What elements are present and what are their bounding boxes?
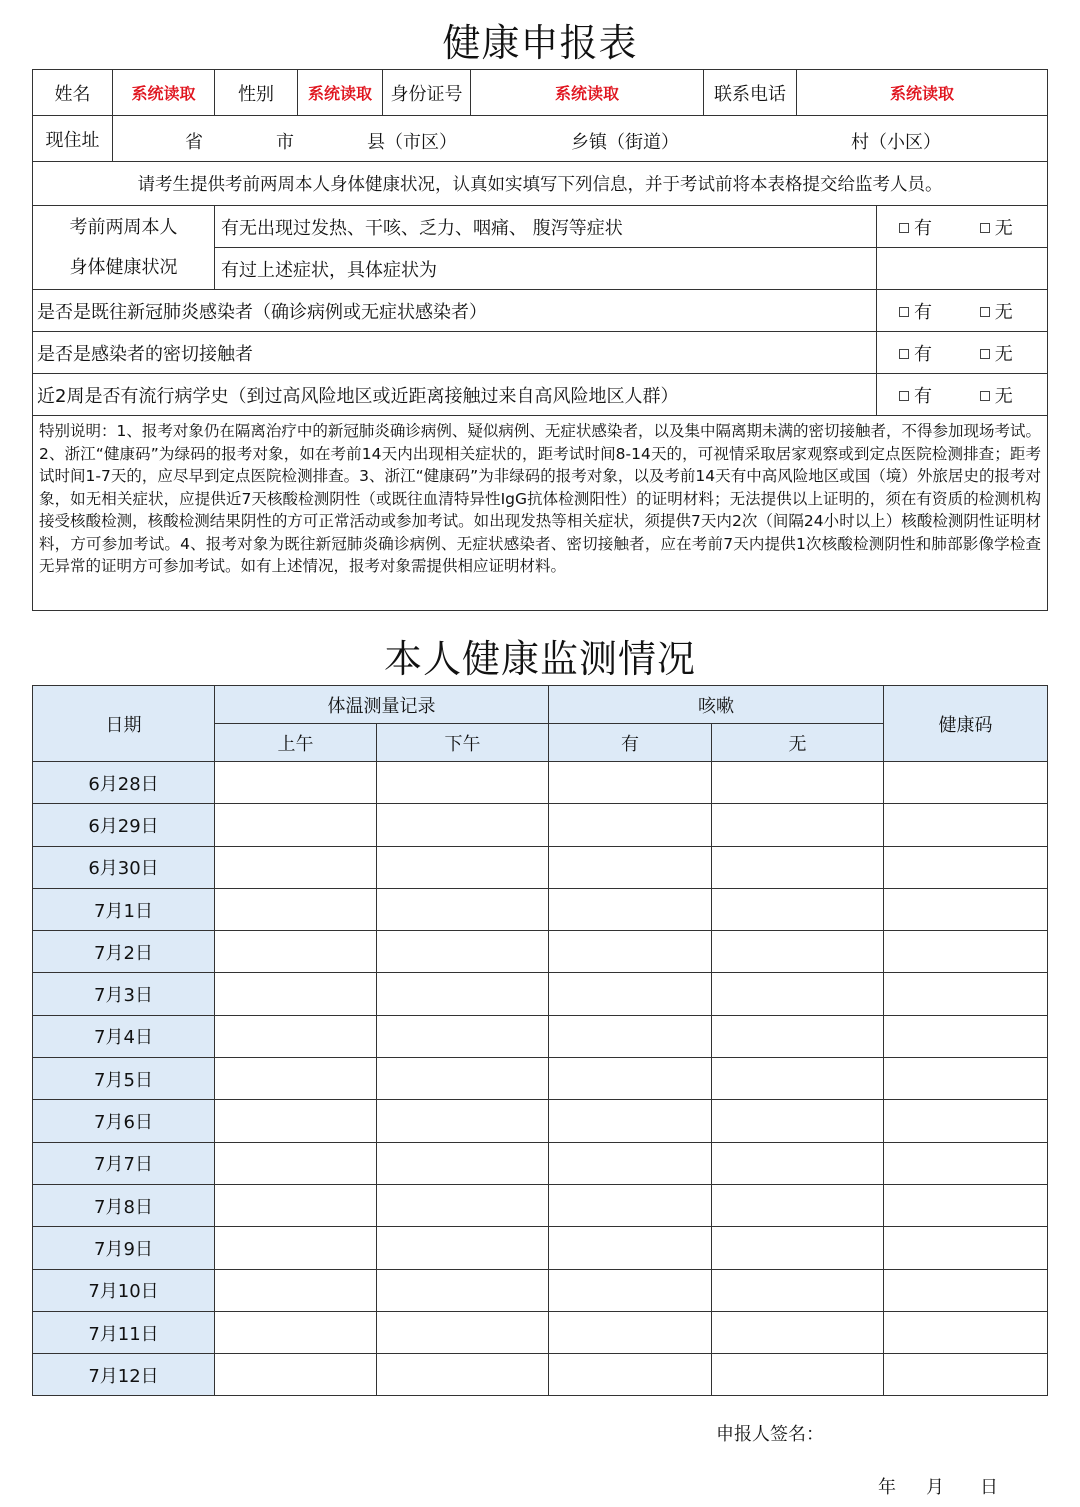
cough-yes-cell[interactable]	[549, 931, 712, 973]
declaration-form	[32, 69, 1048, 611]
temperature-header: 体温测量记录	[215, 686, 549, 724]
sign-day: 日	[980, 1477, 998, 1498]
cough-no-cell[interactable]	[712, 1269, 884, 1311]
cough-no-cell[interactable]	[712, 973, 884, 1015]
health-code-cell[interactable]	[884, 888, 1048, 930]
date-cell: 7月9日	[33, 1227, 215, 1269]
pm-temp-cell[interactable]	[377, 1100, 549, 1142]
pm-temp-cell[interactable]	[377, 804, 549, 846]
address-city: 市	[276, 131, 294, 153]
health-code-cell[interactable]	[884, 762, 1048, 804]
checkbox-icon[interactable]	[899, 307, 909, 317]
am-temp-cell[interactable]	[215, 1058, 377, 1100]
cough-yes-cell[interactable]	[549, 888, 712, 930]
sign-month: 月	[926, 1477, 944, 1498]
date-cell: 7月10日	[33, 1269, 215, 1311]
am-temp-cell[interactable]	[215, 973, 377, 1015]
health-label-line1: 考前两周本人	[69, 216, 178, 238]
cough-no-cell[interactable]	[712, 1100, 884, 1142]
address-village: 村（小区）	[851, 131, 941, 153]
cough-yes-header: 有	[549, 724, 712, 762]
address-province: 省	[185, 131, 203, 153]
pm-temp-cell[interactable]	[377, 1142, 549, 1184]
pm-temp-cell[interactable]	[377, 1354, 549, 1396]
pm-header: 下午	[377, 724, 549, 762]
address-town: 乡镇（街道）	[571, 131, 679, 153]
cough-no-cell[interactable]	[712, 1184, 884, 1226]
date-header: 日期	[33, 686, 215, 762]
monitor-title: 本人健康监测情况	[383, 637, 696, 681]
question-epi-history: 近2周是否有流行病学史（到过高风险地区或近距离接触过来自高风险地区人群）	[33, 374, 877, 416]
option-no: 无	[994, 343, 1013, 365]
option-yes: 有	[914, 385, 932, 407]
table-row	[33, 1184, 1048, 1226]
table-row	[33, 1227, 1048, 1269]
pm-temp-cell[interactable]	[377, 846, 549, 888]
health-code-cell[interactable]	[884, 1354, 1048, 1396]
checkbox-icon[interactable]	[899, 223, 909, 233]
table-row	[33, 1058, 1048, 1100]
am-temp-cell[interactable]	[215, 1227, 377, 1269]
date-cell: 7月12日	[33, 1354, 215, 1396]
option-yes: 有	[914, 301, 932, 323]
date-cell: 7月3日	[33, 973, 215, 1015]
date-cell: 7月11日	[33, 1311, 215, 1353]
cough-yes-cell[interactable]	[549, 804, 712, 846]
health-code-cell[interactable]	[884, 1227, 1048, 1269]
health-code-cell[interactable]	[884, 1015, 1048, 1057]
health-label-line2: 身体健康状况	[69, 256, 178, 278]
cough-no-cell[interactable]	[712, 846, 884, 888]
checkbox-icon[interactable]	[899, 391, 909, 401]
cough-no-header: 无	[712, 724, 884, 762]
table-row	[33, 846, 1048, 888]
pm-temp-cell[interactable]	[377, 1058, 549, 1100]
health-code-cell[interactable]	[884, 931, 1048, 973]
name-label: 姓名	[33, 70, 113, 116]
pm-temp-cell[interactable]	[377, 1227, 549, 1269]
cough-yes-cell[interactable]	[549, 846, 712, 888]
question-infected: 是否是既往新冠肺炎感染者（确诊病例或无症状感染者）	[33, 290, 877, 332]
question-close-contact: 是否是感染者的密切接触者	[33, 332, 877, 374]
date-cell: 7月2日	[33, 931, 215, 973]
address-label: 现住址	[33, 116, 113, 162]
cough-no-cell[interactable]	[712, 931, 884, 973]
am-temp-cell[interactable]	[215, 1311, 377, 1353]
cough-no-cell[interactable]	[712, 1015, 884, 1057]
am-temp-cell[interactable]	[215, 1100, 377, 1142]
cough-yes-cell[interactable]	[549, 1100, 712, 1142]
pm-temp-cell[interactable]	[377, 762, 549, 804]
gender-value[interactable]: 系统读取	[298, 70, 383, 116]
health-code-cell[interactable]	[884, 1100, 1048, 1142]
checkbox-icon[interactable]	[980, 349, 990, 359]
table-row	[33, 1311, 1048, 1353]
cough-no-cell[interactable]	[712, 1227, 884, 1269]
symptom-detail-input[interactable]	[877, 248, 1048, 290]
table-row	[33, 1269, 1048, 1311]
cough-yes-cell[interactable]	[549, 1015, 712, 1057]
symptom-detail: 有过上述症状，具体症状为	[215, 248, 877, 290]
pm-temp-cell[interactable]	[377, 1311, 549, 1353]
table-row	[33, 1100, 1048, 1142]
cough-yes-cell[interactable]	[549, 1354, 712, 1396]
health-code-header: 健康码	[884, 686, 1048, 762]
health-code-cell[interactable]	[884, 1142, 1048, 1184]
cough-no-cell[interactable]	[712, 804, 884, 846]
instruction-text: 请考生提供考前两周本人身体健康状况，认真如实填写下列信息，并于考试前将本表格提交给监考人员。	[33, 162, 1048, 206]
table-row	[33, 888, 1048, 930]
cough-yes-cell[interactable]	[549, 1269, 712, 1311]
health-monitor-table	[32, 685, 1048, 1396]
cough-yes-cell[interactable]	[549, 1058, 712, 1100]
am-temp-cell[interactable]	[215, 804, 377, 846]
health-code-cell[interactable]	[884, 1269, 1048, 1311]
option-no: 无	[994, 217, 1013, 239]
monitor-rows	[33, 762, 1048, 1396]
health-code-cell[interactable]	[884, 1311, 1048, 1353]
am-temp-cell[interactable]	[215, 1015, 377, 1057]
checkbox-icon[interactable]	[980, 391, 990, 401]
date-cell: 7月7日	[33, 1142, 215, 1184]
am-temp-cell[interactable]	[215, 1354, 377, 1396]
am-temp-cell[interactable]	[215, 888, 377, 930]
health-code-cell[interactable]	[884, 1184, 1048, 1226]
cough-header: 咳嗽	[549, 686, 884, 724]
option-yes: 有	[914, 343, 932, 365]
am-temp-cell[interactable]	[215, 1184, 377, 1226]
date-cell: 6月29日	[33, 804, 215, 846]
close-contact-options[interactable]	[877, 332, 1048, 374]
phone-value[interactable]: 系统读取	[797, 70, 1048, 116]
cough-yes-cell[interactable]	[549, 1184, 712, 1226]
pm-temp-cell[interactable]	[377, 1269, 549, 1311]
am-temp-cell[interactable]	[215, 762, 377, 804]
table-row	[33, 1354, 1048, 1396]
health-code-cell[interactable]	[884, 973, 1048, 1015]
cough-no-cell[interactable]	[712, 1311, 884, 1353]
address-field[interactable]	[113, 116, 1048, 162]
option-yes: 有	[914, 217, 932, 239]
checkbox-icon[interactable]	[980, 307, 990, 317]
cough-no-cell[interactable]	[712, 1058, 884, 1100]
cough-no-cell[interactable]	[712, 762, 884, 804]
infected-options[interactable]	[877, 290, 1048, 332]
pm-temp-cell[interactable]	[377, 1015, 549, 1057]
form-title: 健康申报表	[442, 21, 638, 65]
gender-label: 性别	[215, 70, 298, 116]
health-code-cell[interactable]	[884, 846, 1048, 888]
table-row	[33, 1142, 1048, 1184]
option-no: 无	[994, 385, 1013, 407]
cough-no-cell[interactable]	[712, 1142, 884, 1184]
health-code-cell[interactable]	[884, 804, 1048, 846]
table-row	[33, 973, 1048, 1015]
table-row	[33, 762, 1048, 804]
phone-label: 联系电话	[704, 70, 797, 116]
date-cell: 7月6日	[33, 1100, 215, 1142]
health-status-label	[33, 206, 215, 290]
signature-label: 申报人签名：	[716, 1424, 824, 1445]
table-row	[33, 1015, 1048, 1057]
date-cell: 6月28日	[33, 762, 215, 804]
am-temp-cell[interactable]	[215, 931, 377, 973]
id-label: 身份证号	[383, 70, 471, 116]
symptom-question: 有无出现过发热、干咳、乏力、咽痛、 腹泻等症状	[215, 206, 877, 248]
pm-temp-cell[interactable]	[377, 931, 549, 973]
table-row	[33, 804, 1048, 846]
health-code-cell[interactable]	[884, 1058, 1048, 1100]
am-temp-cell[interactable]	[215, 1269, 377, 1311]
date-cell: 7月4日	[33, 1015, 215, 1057]
cough-yes-cell[interactable]	[549, 973, 712, 1015]
table-row	[33, 931, 1048, 973]
sign-year: 年	[878, 1477, 896, 1498]
cough-yes-cell[interactable]	[549, 1227, 712, 1269]
cough-yes-cell[interactable]	[549, 1311, 712, 1353]
option-no: 无	[994, 301, 1013, 323]
cough-yes-cell[interactable]	[549, 762, 712, 804]
am-temp-cell[interactable]	[215, 846, 377, 888]
checkbox-icon[interactable]	[899, 349, 909, 359]
date-cell: 6月30日	[33, 846, 215, 888]
date-cell: 7月5日	[33, 1058, 215, 1100]
date-cell: 7月1日	[33, 888, 215, 930]
symptom-options[interactable]	[877, 206, 1048, 248]
date-cell: 7月8日	[33, 1184, 215, 1226]
epi-history-options[interactable]	[877, 374, 1048, 416]
name-value[interactable]: 系统读取	[113, 70, 215, 116]
address-county: 县（市区）	[367, 131, 457, 153]
am-temp-cell[interactable]	[215, 1142, 377, 1184]
pm-temp-cell[interactable]	[377, 1184, 549, 1226]
id-value[interactable]: 系统读取	[471, 70, 704, 116]
cough-yes-cell[interactable]	[549, 1142, 712, 1184]
pm-temp-cell[interactable]	[377, 973, 549, 1015]
cough-no-cell[interactable]	[712, 1354, 884, 1396]
cough-no-cell[interactable]	[712, 888, 884, 930]
special-notes: 特别说明：1、报考对象仍在隔离治疗中的新冠肺炎确诊病例、疑似病例、无症状感染者，以及集中隔离期未满的密切接触者，不得参加现场考试。2、浙江“健康码”为绿码的报考对象，如在考前14天内出现相关症状的，距考试时间8-14天的，可视情采取居家观察或到定点医院检测排查；距考试时间1-7天的，应尽早到定点医院检测排查。3、浙江“健康码”为非绿码的报考对象，以及考前14天有中高风险地区或国（境）外旅居史的报考对象，如无相关症状，应提供近7天核酸检测阴性（或既往血清特异性IgG抗体检测阳性）的证明材料；无法提供以上证明的，须在有资质的检测机构接受核酸检测，核酸检测结果阴性的方可正常活动或参加考试。如出现发热等相关症状，须提供7天内2次（间隔24小时以上）核酸检测阴性证明材料，方可参加考试。4、报考对象为既往新冠肺炎确诊病例、无症状感染者、密切接触者，应在考前7天内提供1次核酸检测阴性和肺部影像学检查无异常的证明方可参加考试。如有上述情况，报考对象需提供相应证明材料。	[33, 416, 1048, 611]
am-header: 上午	[215, 724, 377, 762]
checkbox-icon[interactable]	[980, 223, 990, 233]
pm-temp-cell[interactable]	[377, 888, 549, 930]
